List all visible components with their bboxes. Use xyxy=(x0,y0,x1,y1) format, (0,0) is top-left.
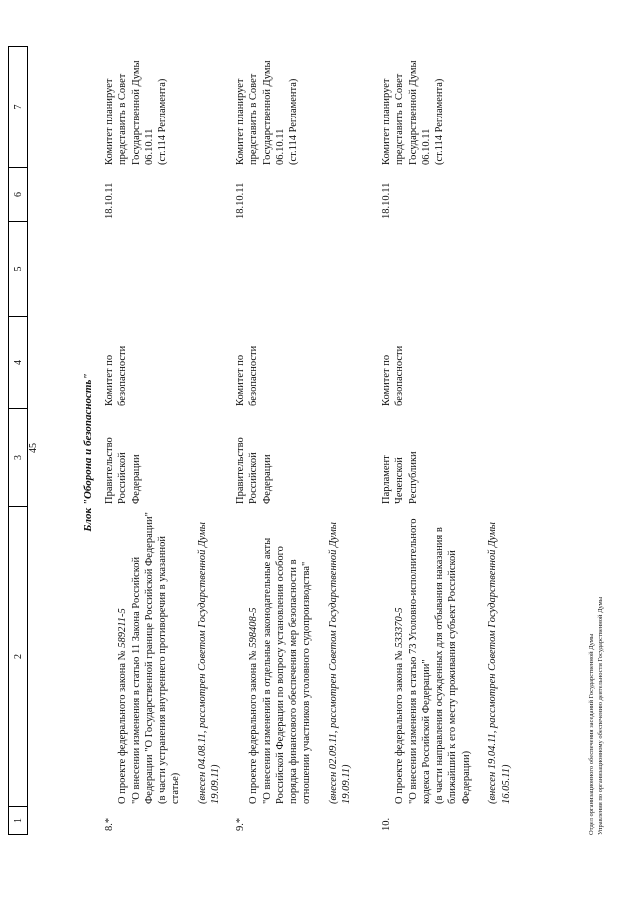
page-number: 45 xyxy=(28,443,39,453)
date: 18.10.11 xyxy=(104,182,115,219)
committee: Комитет по безопасности xyxy=(104,345,129,406)
row-number: 9.* xyxy=(235,817,246,831)
table-row xyxy=(103,48,236,835)
bill-body: "О внесении изменения в статью 73 Уголовно-исполнительного кодекса Российской Федерации" (в части направления осужденных для отбывания наказания в ближайший к его месту проживания субъект Российской Федерации) xyxy=(407,518,472,804)
bill-number: 589211-5 xyxy=(117,608,129,648)
block-title: Блок "Оборона и безопасность" xyxy=(82,373,94,532)
bill-note: (внесен 19.04.11, рассмотрен Советом Государственной Думы 16.05.11) xyxy=(487,522,512,804)
footer-line-2: Управления по организационному обеспечению деятельности Государственной Думы xyxy=(596,596,604,835)
bill-body: "О внесении изменения в статью 11 Закона Российской Федерации "О Государственной границе Российской Федерации" (в части устранения внутреннего противоречия в указанной статье) xyxy=(130,512,182,804)
header-col-7: 7 xyxy=(12,104,24,110)
bill-description xyxy=(103,507,236,807)
footer xyxy=(588,597,605,835)
bill-number: 598408-5 xyxy=(248,607,260,648)
bill-description xyxy=(234,507,367,807)
bill-note: (внесен 02.09.11, рассмотрен Советом Государственной Думы 19.09.11) xyxy=(328,522,353,804)
plan-note: Комитет планирует представить в Совет Государственной Думы 06.10.11 (ст.114 Регламента) xyxy=(104,60,169,165)
bill-note: (внесен 04.08.11, рассмотрен Советом Государственной Думы 19.09.11) xyxy=(197,522,222,804)
bill-number: 533370-5 xyxy=(394,607,406,648)
bill-title-prefix: О проекте федерального закона № xyxy=(117,647,129,804)
bill-title-prefix: О проекте федерального закона № xyxy=(394,647,406,804)
header-col-3: 3 xyxy=(9,408,27,506)
committee: Комитет по безопасности xyxy=(381,345,406,406)
date: 18.10.11 xyxy=(235,182,246,219)
table-row xyxy=(234,48,367,835)
table-row xyxy=(380,48,526,835)
header-col-6: 6 xyxy=(9,167,27,221)
bill-title-prefix: О проекте федерального закона № xyxy=(248,647,260,804)
col5-value xyxy=(234,222,367,317)
initiator: Парламент Чеченской Республики xyxy=(381,451,419,504)
row-number: 8.* xyxy=(104,817,115,831)
date: 18.10.11 xyxy=(381,182,392,219)
committee: Комитет по безопасности xyxy=(235,345,260,406)
header-col-2: 2 xyxy=(9,506,27,806)
bill-description xyxy=(380,507,526,807)
table-header xyxy=(8,46,28,835)
footer-line-1: Отдел организационного обеспечения заседаний Государственной Думы xyxy=(588,633,595,835)
initiator: Правительство Российской Федерации xyxy=(104,437,142,504)
plan-note: Комитет планирует представить в Совет Государственной Думы 06.10.11 (ст.114 Регламента) xyxy=(381,60,446,165)
header-col-4: 4 xyxy=(9,316,27,408)
initiator: Правительство Российской Федерации xyxy=(235,437,273,504)
header-col-5: 5 xyxy=(9,221,27,316)
row-number: 10. xyxy=(381,817,392,831)
bill-body: "О внесении изменений в отдельные законодательные акты Российской Федерации по вопросу установления особого порядка финансового обеспечения мер безопасности в отношении участников уголовного судопроизводства" xyxy=(261,537,313,804)
col5-value xyxy=(103,222,236,317)
col5-value xyxy=(380,222,526,317)
plan-note: Комитет планирует представить в Совет Государственной Думы 06.10.11 (ст.114 Регламента) xyxy=(235,60,300,165)
header-col-1: 1 xyxy=(9,806,27,834)
